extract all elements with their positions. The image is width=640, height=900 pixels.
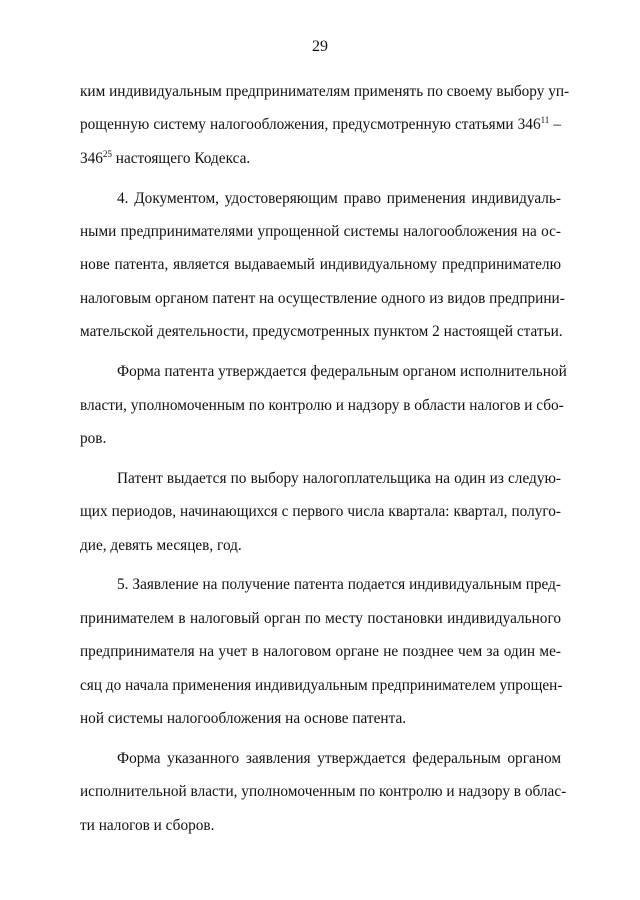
line-text: 5. Заявление на получение патента подается индивидуальным пред-	[117, 576, 561, 594]
text-line	[80, 394, 564, 427]
line-text: сяц до начала применения индивидуальным предпринимателем упрощен-	[80, 676, 563, 694]
paragraph	[80, 187, 565, 354]
text-line	[80, 814, 561, 847]
paragraph	[80, 80, 570, 180]
line-text: Патент выдается по выбору налогоплательщика на один из следую-	[117, 469, 561, 487]
text-line	[80, 747, 561, 780]
line-text: Форма патента утверждается федеральным органом исполнительной	[117, 363, 567, 381]
line-text: власти, уполномоченным по контролю и надзору в области налогов и сбо-	[80, 396, 564, 414]
line-text: ров.	[80, 429, 107, 447]
line-text: налоговым органом патент на осуществление одного из видов предприни-	[80, 289, 565, 307]
line-text: принимателем в налоговый орган по месту постановки индивидуального	[80, 609, 561, 627]
text-line	[80, 534, 561, 567]
document-body	[80, 80, 570, 854]
line-text-after: –	[549, 116, 561, 134]
line-text-after: настоящего Кодекса.	[111, 149, 251, 167]
line-text: ными предпринимателями упрощенной системы налогообложения на ос-	[80, 223, 561, 241]
line-text: 4. Документом, удостоверяющим право применения индивидуаль-	[117, 189, 561, 207]
line-text: ной системы налогообложения на основе патента.	[80, 710, 407, 728]
text-line	[80, 113, 561, 146]
page-number: 29	[312, 38, 328, 55]
paragraph	[80, 467, 561, 567]
line-text: рощенную систему налогообложения, предусмотренную статьями 346	[80, 116, 541, 134]
line-text: мательской деятельности, предусмотренных пунктом 2 настоящей статьи.	[80, 323, 563, 341]
line-text: ти налогов и сборов.	[80, 816, 215, 834]
text-line	[80, 780, 567, 813]
line-text: нове патента, является выдаваемый индивидуальному предпринимателю	[80, 256, 561, 274]
superscript: 11	[540, 115, 550, 126]
line-text: щих периодов, начинающихся с первого числа квартала: квартал, полуго-	[80, 503, 561, 521]
text-line	[80, 187, 561, 220]
paragraph	[80, 573, 561, 740]
text-line	[80, 500, 561, 533]
line-text: Форма указанного заявления утверждается федеральным органом	[117, 749, 561, 767]
text-line	[80, 427, 561, 460]
text-line	[80, 147, 561, 180]
text-line	[80, 467, 561, 500]
text-line	[80, 80, 570, 113]
line-text: ким индивидуальным предпринимателям применять по своему выбору уп-	[80, 83, 570, 100]
text-line	[80, 707, 561, 740]
line-text: предпринимателя на учет в налоговом органе не позднее чем за один ме-	[80, 643, 561, 661]
text-line	[80, 674, 561, 707]
line-text: дие, девять месяцев, год.	[80, 536, 242, 554]
text-line	[80, 220, 561, 253]
paragraph	[80, 747, 567, 847]
text-line	[80, 640, 561, 673]
line-text: 346	[80, 149, 103, 167]
text-line	[80, 287, 565, 320]
text-line	[80, 573, 561, 606]
text-line	[80, 360, 567, 393]
line-text: исполнительной власти, уполномоченным по контролю и надзору в облас-	[80, 783, 567, 801]
superscript: 25	[102, 148, 112, 159]
text-line	[80, 607, 561, 640]
text-line	[80, 253, 561, 286]
text-line	[80, 320, 561, 353]
paragraph	[80, 360, 567, 460]
